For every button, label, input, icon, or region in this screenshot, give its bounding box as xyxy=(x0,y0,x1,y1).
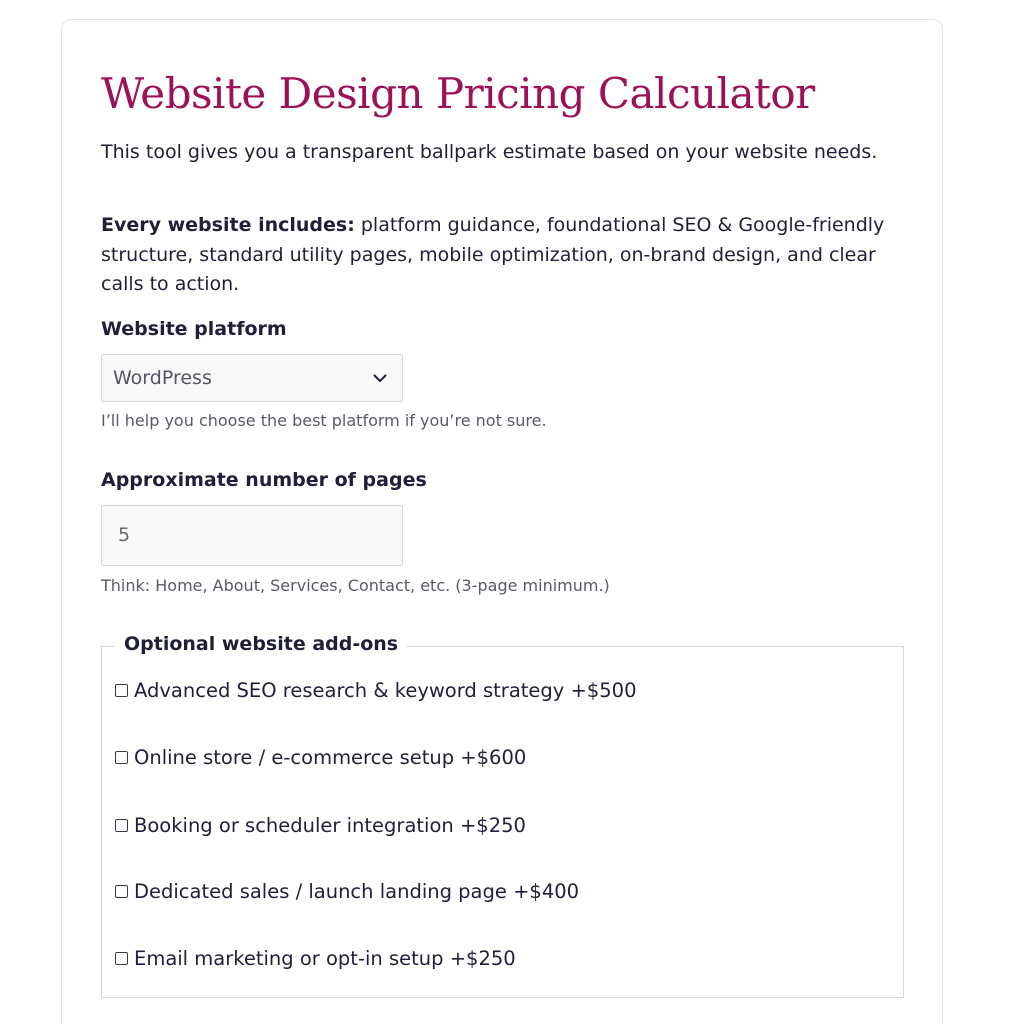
addon-ecommerce-label: Online store / e-commerce setup +$600 xyxy=(134,745,527,769)
addon-landing-page-label: Dedicated sales / launch landing page +$400 xyxy=(134,879,580,903)
addon-booking-label: Booking or scheduler integration +$250 xyxy=(134,813,526,837)
platform-help-text: I’ll help you choose the best platform if you’re not sure. xyxy=(101,411,547,430)
chevron-down-icon xyxy=(372,370,388,386)
platform-select-value: WordPress xyxy=(113,367,212,389)
pages-input-value: 5 xyxy=(118,524,131,546)
addon-ecommerce-option[interactable] xyxy=(115,744,526,770)
addon-booking-checkbox[interactable] xyxy=(115,819,128,832)
addon-email-checkbox[interactable] xyxy=(115,952,128,965)
includes-label: Every website includes: xyxy=(101,214,355,236)
addon-seo-label: Advanced SEO research & keyword strategy +$500 xyxy=(134,678,637,702)
pages-label: Approximate number of pages xyxy=(101,469,427,491)
includes-details: platform guidance, foundational SEO & Google-friendly structure, standard utility pages, mobile optimization, on-brand design, and clear calls to action. xyxy=(101,214,885,295)
addon-email-label: Email marketing or opt-in setup +$250 xyxy=(134,946,516,970)
addon-landing-page-checkbox[interactable] xyxy=(115,885,128,898)
page-title: Website Design Pricing Calculator xyxy=(101,69,815,118)
pages-number-input[interactable] xyxy=(101,505,403,566)
addon-landing-page-option[interactable] xyxy=(115,878,579,904)
includes-text xyxy=(101,211,891,300)
platform-select[interactable] xyxy=(101,354,403,402)
addon-ecommerce-checkbox[interactable] xyxy=(115,751,128,764)
addon-email-option[interactable] xyxy=(115,945,516,971)
addons-legend: Optional website add-ons xyxy=(115,633,407,655)
addon-seo-checkbox[interactable] xyxy=(115,684,128,697)
addon-seo-option[interactable] xyxy=(115,677,637,703)
pages-help-text: Think: Home, About, Services, Contact, etc. (3-page minimum.) xyxy=(101,576,610,595)
platform-label: Website platform xyxy=(101,318,287,340)
intro-text: This tool gives you a transparent ballpark estimate based on your website needs. xyxy=(101,141,878,163)
addon-booking-option[interactable] xyxy=(115,812,526,838)
